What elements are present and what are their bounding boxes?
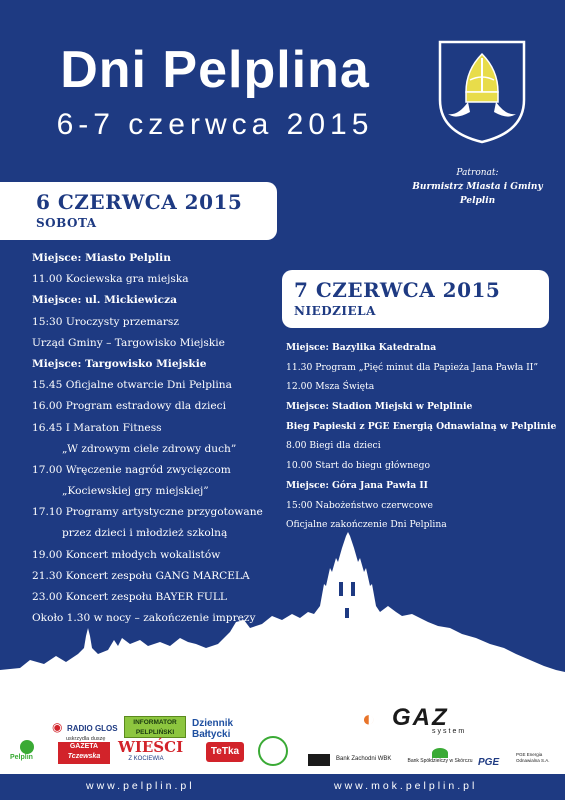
dziennik-baltycki-logo: Dziennik Bałtycki <box>192 718 234 740</box>
day2-schedule-item: Miejsce: Bazylika Katedralna <box>286 342 437 353</box>
footer-link-right[interactable]: www.mok.pelplin.pl <box>334 780 478 792</box>
day2-schedule-item: 10.00 Start do biegu głównego <box>286 460 431 472</box>
bs-name: Bank Spółdzielczy w Skórczu <box>407 758 473 764</box>
day2-schedule-item: 11.30 Program „Pięć minut dla Papieża Jana Pawła II” <box>286 361 539 373</box>
regional-emblem-icon <box>258 736 288 766</box>
day2-schedule-item: Bieg Papieski z PGE Energią Odnawialną w Pelplinie <box>286 420 557 432</box>
radio-glos-name: RADIO GLOS <box>66 724 118 733</box>
day1-schedule-item: 17.10 Programy artystyczne przygotowane <box>32 506 263 519</box>
day2-schedule-item: 12.00 Msza Święta <box>286 381 375 393</box>
sponsors-label: SPONSORZY <box>396 680 476 690</box>
bank-zachodni-wbk-logo <box>308 754 400 768</box>
bs-mark-icon <box>432 748 448 758</box>
day2-header <box>282 270 549 328</box>
pge-logo <box>478 752 514 770</box>
day2-schedule <box>286 338 556 535</box>
bank-spoldzielczy-logo <box>404 748 476 764</box>
day2-schedule-item: 15:00 Nabożeństwo czerwcowe <box>286 499 433 511</box>
day1-schedule-item: 11.00 Kociewska gra miejska <box>32 273 189 286</box>
page-title: Dni Pelplina <box>60 41 370 99</box>
day1-schedule-item: Miejsce: Targowisko Miejskie <box>32 357 207 370</box>
wiesci-z-kociewia-logo <box>118 738 184 762</box>
gaz-name: GAZ <box>392 704 449 731</box>
day1-schedule-item: przez dzieci i młodzież szkolną <box>62 527 228 540</box>
gazeta-bottom: Tczewska <box>67 753 101 760</box>
day2-weekday: NIEDZIELA <box>294 304 376 318</box>
day1-schedule-item: 15.45 Oficjalne otwarcie Dni Pelplina <box>32 379 232 392</box>
tv-icon <box>20 740 34 754</box>
radio-glos-tagline: uskrzydla duszę <box>66 736 106 742</box>
gazeta-tczewska-logo <box>58 742 110 764</box>
pge-name: PGE <box>478 757 500 768</box>
footer-link-left[interactable]: www.pelplin.pl <box>86 780 195 792</box>
day1-schedule-item: 16.00 Program estradowy dla dzieci <box>32 400 226 413</box>
day1-schedule-item: Około 1.30 w nocy – zakończenie imprezy <box>32 612 256 625</box>
day1-header <box>0 182 277 240</box>
gazeta-top: GAZETA <box>69 743 99 750</box>
day1-schedule-item: 19.00 Koncert młodych wokalistów <box>32 548 221 561</box>
event-dates: 6-7 czerwca 2015 <box>56 108 374 141</box>
tetka-logo: TeTka <box>206 742 244 762</box>
gaz-sub: system <box>432 728 467 735</box>
media-patrons-label: PATRONAT MEDIALNY <box>74 680 214 690</box>
day1-schedule-item: 15:30 Uroczysty przemarsz <box>32 315 179 328</box>
pelplin-tv-logo <box>10 740 50 766</box>
pelplin-tv-name: Pelplin <box>10 754 33 761</box>
day2-schedule-item: Miejsce: Góra Jana Pawła II <box>286 479 428 491</box>
wbk-mark-icon <box>308 754 330 766</box>
pge-sub: PGE Energia Odnawialna S.A. <box>516 752 550 763</box>
patronage-line-1: Burmistrz Miasta i Gminy <box>412 182 543 192</box>
wbk-name: Bank Zachodni WBK <box>336 756 392 762</box>
day1-schedule-item: 16.45 I Maraton Fitness <box>32 421 162 434</box>
wiesci-top: WIEŚCI <box>118 738 184 756</box>
day1-schedule-item: „Kociewskiej gry miejskiej” <box>62 485 209 498</box>
day1-schedule-item: Miejsce: ul. Mickiewicza <box>32 294 177 307</box>
day1-schedule-item: 17.00 Wręczenie nagród zwycięzcom <box>32 463 231 476</box>
coat-of-arms-icon <box>436 40 528 144</box>
day2-schedule-item: 8.00 Biegi dla dzieci <box>286 440 381 452</box>
radio-glos-logo <box>52 718 122 742</box>
patronage-line-2: Pelplin <box>459 196 496 206</box>
day1-weekday: SOBOTA <box>36 216 97 230</box>
day1-schedule-item: Urząd Gminy – Targowisko Miejskie <box>32 336 225 349</box>
informator-pelplinski-logo: INFORMATOR PELPLIŃSKI <box>124 716 186 738</box>
day1-schedule <box>32 248 282 629</box>
patronage-label: Patronat: <box>456 168 499 178</box>
day1-schedule-item: „W zdrowym ciele zdrowy duch” <box>62 442 237 455</box>
day2-schedule-item: Oficjalne zakończenie Dni Pelplina <box>286 519 447 531</box>
footer-bar <box>0 774 565 800</box>
wiesci-bottom: Z KOCIEWIA <box>128 756 164 762</box>
day2-date: 7 CZERWCA 2015 <box>294 278 501 302</box>
day1-schedule-item: 23.00 Koncert zespołu BAYER FULL <box>32 591 227 603</box>
day1-schedule-item: Miejsce: Miasto Pelplin <box>32 252 171 264</box>
patronage <box>410 166 545 208</box>
radio-wave-icon: ◉ <box>52 720 63 734</box>
gaz-flame-icon: ◐ <box>362 706 376 731</box>
day2-schedule-item: Miejsce: Stadion Miejski w Pelplinie <box>286 401 473 413</box>
day1-date: 6 CZERWCA 2015 <box>36 190 243 214</box>
gaz-system-logo <box>362 704 492 736</box>
day1-schedule-item: 21.30 Koncert zespołu GANG MARCELA <box>32 569 250 582</box>
